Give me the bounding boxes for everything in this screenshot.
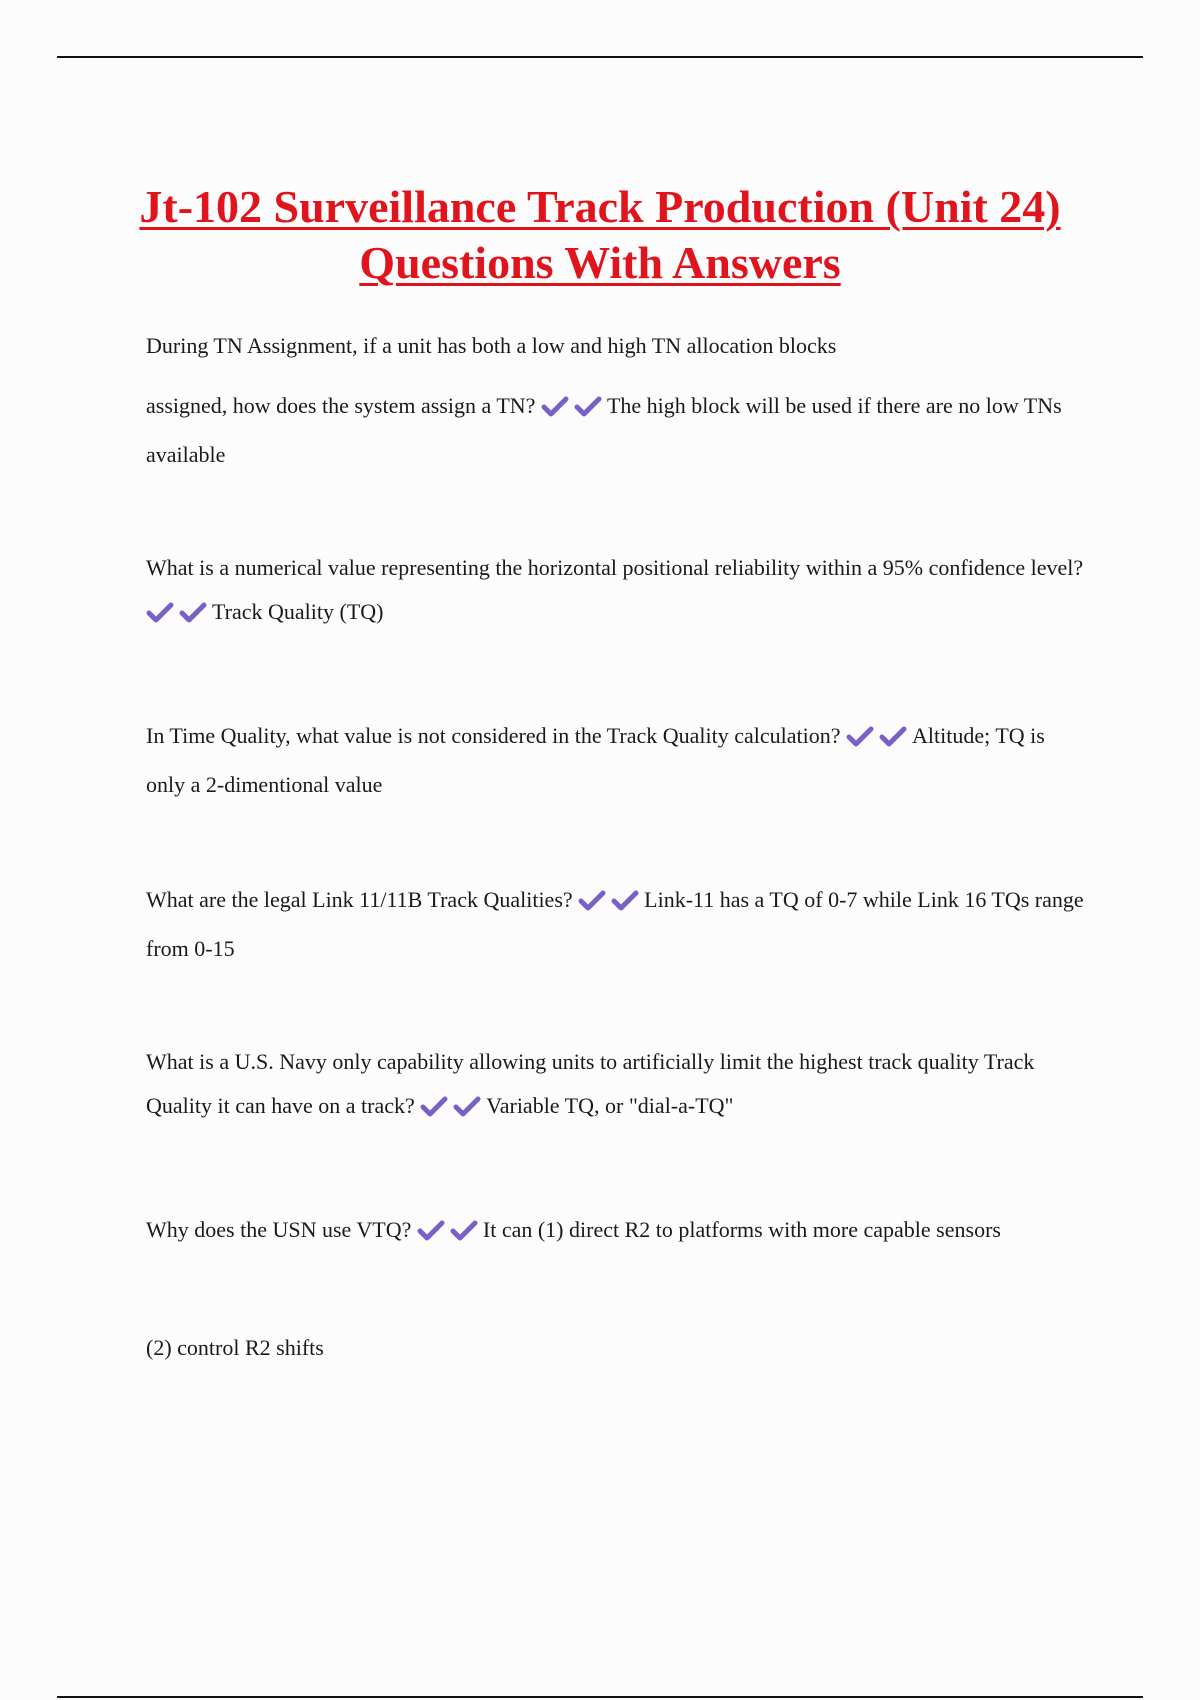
qa-answer: Variable TQ, or "dial-a-TQ" bbox=[486, 1093, 734, 1118]
qa-question: What is a U.S. Navy only capability allowing units to artificially limit the highest track quality Track Quality it can have on a track? bbox=[146, 1049, 1035, 1118]
document-title: Jt-102 Surveillance Track Production (Unit 24) Questions With Answers bbox=[139, 180, 1061, 288]
double-check-icon bbox=[146, 595, 212, 639]
header-rule bbox=[57, 56, 1143, 58]
qa-1 bbox=[146, 384, 1086, 477]
qa-2 bbox=[146, 546, 1086, 639]
footer-rule bbox=[57, 1696, 1143, 1698]
qa-question: In Time Quality, what value is not considered in the Track Quality calculation? bbox=[146, 723, 841, 748]
qa-5 bbox=[146, 1040, 1086, 1133]
double-check-icon bbox=[578, 883, 644, 927]
double-check-icon bbox=[541, 389, 607, 433]
qa-answer: Altitude; TQ is only a 2-dimentional value bbox=[146, 723, 1045, 797]
qa-question: What is a numerical value representing the horizontal positional reliability within a 95% confidence level? bbox=[146, 555, 1084, 580]
qa-4 bbox=[146, 878, 1086, 971]
qa-answer: Link-11 has a TQ of 0-7 while Link 16 TQs range from 0-15 bbox=[146, 887, 1084, 961]
qa-question: Why does the USN use VTQ? bbox=[146, 1217, 412, 1242]
qa-6 bbox=[146, 1208, 1126, 1257]
qa-answer: The high block will be used if there are no low TNs available bbox=[146, 393, 1062, 467]
double-check-icon bbox=[417, 1213, 483, 1257]
double-check-icon bbox=[420, 1089, 486, 1133]
qa-question: What are the legal Link 11/11B Track Qualities? bbox=[146, 887, 573, 912]
qa-6-answer-continued: (2) control R2 shifts bbox=[146, 1335, 324, 1360]
double-check-icon bbox=[846, 719, 912, 763]
qa-answer: Track Quality (TQ) bbox=[212, 599, 384, 624]
qa-1-question-line-1: During TN Assignment, if a unit has both a low and high TN allocation blocks bbox=[146, 333, 837, 358]
qa-question: assigned, how does the system assign a TN? bbox=[146, 393, 536, 418]
qa-answer: It can (1) direct R2 to platforms with more capable sensors bbox=[482, 1217, 1001, 1242]
qa-3 bbox=[146, 714, 1086, 807]
